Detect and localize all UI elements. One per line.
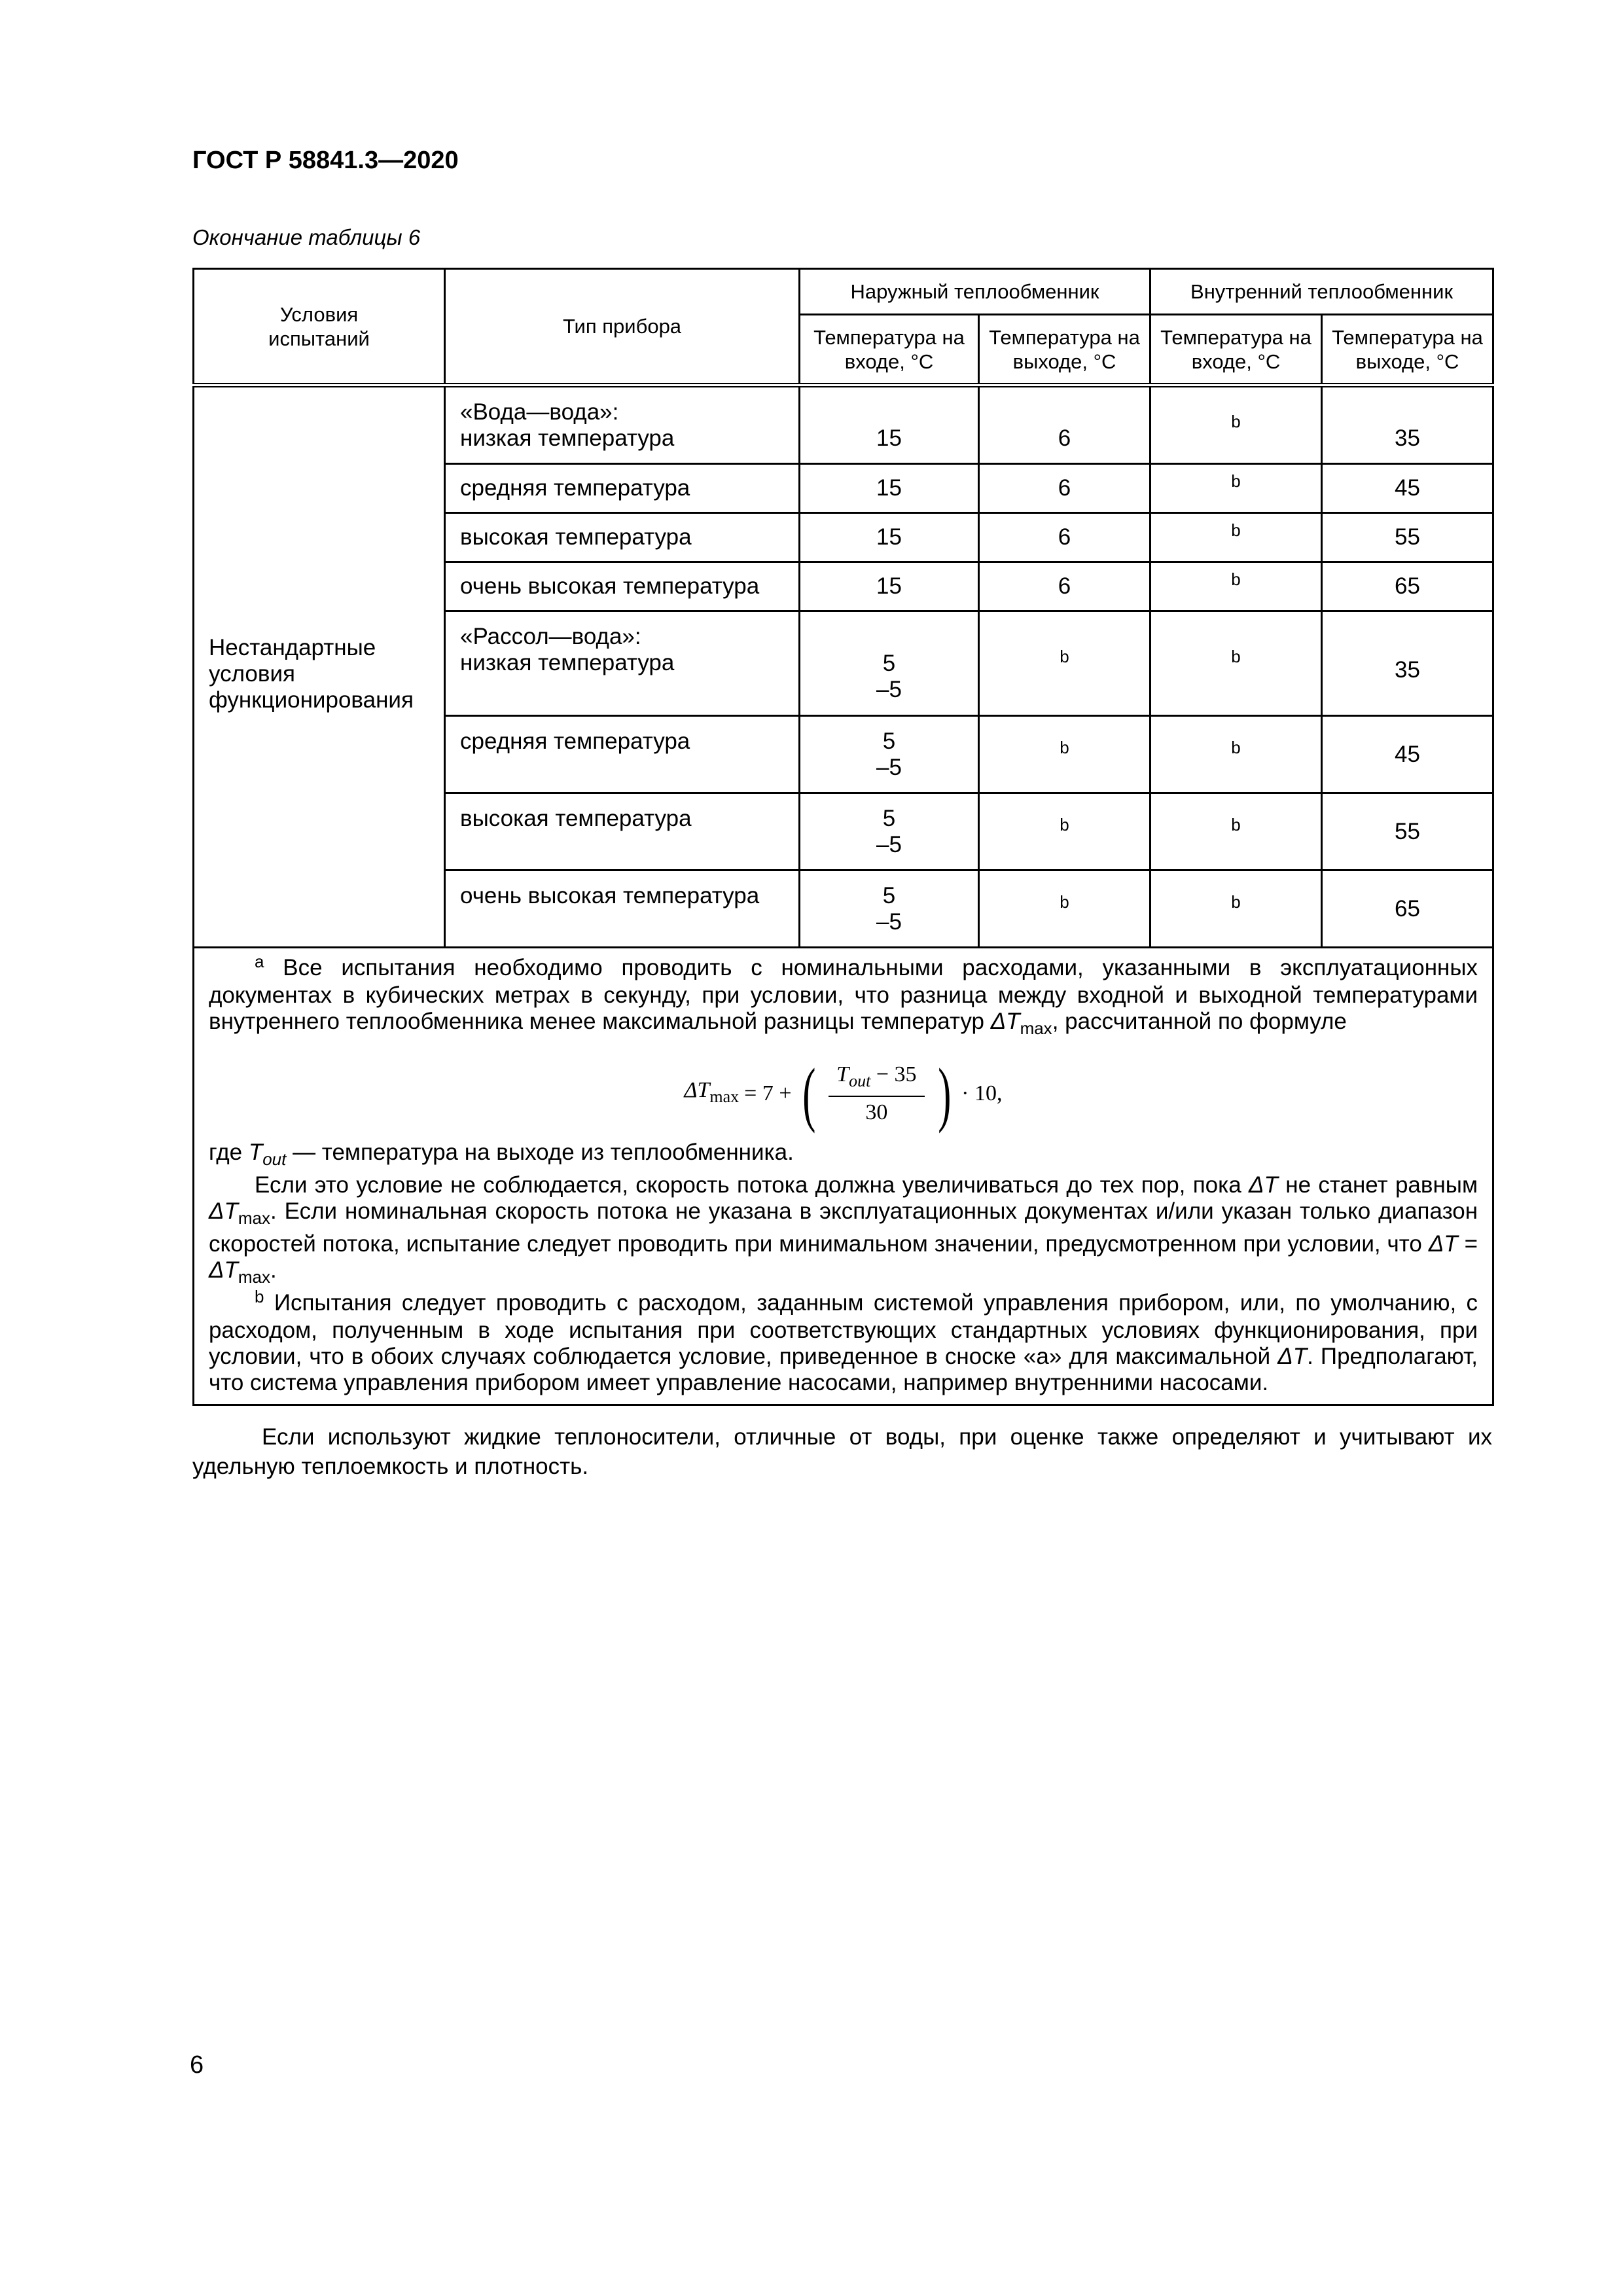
where-sub: out [262,1149,287,1169]
cell-outer-in: 15 [800,464,979,513]
footnote-b-text: . Предполагают, что система управления прибором имеет управление насосами, например внутренними насосами. [209,1344,1478,1395]
header-inner-temp-in: Температура на входе, °С [1150,315,1322,386]
table-row [194,386,1493,464]
footnote-b-ref: b [1060,814,1069,834]
formula-numerator-sub: out [849,1071,871,1090]
table-caption: Окончание таблицы 6 [192,225,421,249]
cell-outer-in-value: –5 [876,676,902,702]
cell-outer-out: 6 [979,464,1150,513]
cell-inner-out: 45 [1322,716,1493,793]
footnote-b-ref: b [1060,737,1069,757]
footnote-b-marker: b [255,1287,264,1306]
formula-denominator: 30 [865,1100,888,1124]
left-paren: ( [802,1054,815,1134]
condition-note [209,1172,1478,1290]
cell-inner-out: 35 [1322,611,1493,716]
right-paren: ) [937,1054,951,1134]
cell-outer-in-value: 5 [882,882,896,908]
cell-inner-out: 65 [1322,870,1493,948]
cell-outer-in-value: –5 [876,754,902,780]
condition-text: не станет равным [1277,1172,1478,1198]
cell-inner-out: 45 [1322,464,1493,513]
page-number: 6 [190,2051,204,2079]
cell-outer-in-value: 5 [882,728,896,754]
cell-inner-out: 65 [1322,562,1493,611]
data-table [192,268,1494,1406]
cell-outer-out: 6 [979,562,1150,611]
table-notes [194,948,1493,1405]
where-var: T [248,1139,263,1165]
delta-t-subscript: max [238,1208,270,1228]
condition-text: . [270,1257,277,1283]
header-outer-temp-out: Температура на выходе, °С [979,315,1150,386]
device-type-label: высокая температура [445,513,800,562]
condition-text: Если это условие не соблюдается, скорость потока должна увеличиваться до тех пор, пока [255,1172,1249,1198]
cell-inner-out: 35 [1322,386,1493,464]
header-outer-temp-in: Температура на входе, °С [800,315,979,386]
header-inner-temp-out: Температура на выходе, °С [1322,315,1493,386]
where-text: где [209,1139,249,1165]
cell-outer-in: 15 [800,386,979,464]
cell-outer-in-value: 5 [882,805,896,831]
footnote-b-ref: b [1231,569,1241,589]
footnote-a-text: Все испытания необходимо проводить с номинальными расходами, указанными в эксплуатационных документах в кубических метрах в секунду, при условии, что разница между входной и выходной температурами внутреннего теплообменника менее максимальной разницы температур [209,955,1478,1034]
header-conditions: Условия испытаний [194,269,445,386]
cell-outer-in-value: 5 [882,650,896,676]
device-type-label: средняя температура [445,464,800,513]
footnote-a-text: , рассчитанной по формуле [1052,1009,1347,1034]
device-type-label: низкая температура [460,425,675,451]
formula-equals: = 7 + [744,1081,792,1105]
device-type-label: очень высокая температура [445,870,800,948]
cell-outer-out: 6 [979,386,1150,464]
header-inner-exchanger: Внутренний теплообменник [1150,269,1493,315]
formula-tail: · 10, [961,1081,1003,1105]
device-type-label: очень высокая температура [445,562,800,611]
condition-label: Нестандартные условия функционирования [194,386,445,948]
header-outer-exchanger: Наружный теплообменник [800,269,1150,315]
table-notes-row [194,948,1493,1405]
where-text: — температура на выходе из теплообменника. [286,1139,794,1165]
footnote-b-ref: b [1060,891,1069,912]
footnote-b-text: Испытания следует проводить с расходом, заданным системой управления прибором, или, по умолчанию, с расходом, полученным в ходе испытания при соответствующих стандартных условиях функционирования, при условии, что в обоих случаях соблюдается условие, приведенное в сноске «а» для максимальной [209,1290,1478,1369]
footnote-b-ref: b [1060,646,1069,666]
closing-paragraph [192,1422,1492,1481]
cell-outer-in-value: –5 [876,831,902,857]
formula-lhs: ΔT [684,1078,710,1103]
document-header: ГОСТ Р 58841.3—2020 [192,147,459,174]
formula-fraction [829,1062,924,1126]
cell-inner-out: 55 [1322,513,1493,562]
closing-paragraph-text: Если используют жидкие теплоносители, отличные от воды, при оценке также определяют и учитывают их удельную теплоемкость и плотность. [192,1424,1492,1479]
footnote-b [209,1287,1478,1396]
footnote-b-ref: b [1231,891,1241,912]
condition-text: = [1457,1231,1478,1257]
footnote-a-marker: а [255,952,264,971]
condition-text: . Если номинальная скорость потока не указана в эксплуатационных документах и/или указан только диапазон скоростей потока, испытание следует проводить при минимальном значении, предусмотренном при условии, что [209,1198,1478,1257]
cell-outer-in: 15 [800,562,979,611]
delta-t-subscript: max [1020,1018,1052,1038]
delta-t-symbol: ΔT [1277,1344,1308,1369]
cell-inner-out: 55 [1322,793,1493,870]
footnote-a [209,952,1478,1041]
device-type-label: высокая температура [445,793,800,870]
device-type-label: средняя температура [445,716,800,793]
footnote-b-ref: b [1231,646,1241,666]
header-device-type: Тип прибора [445,269,800,386]
cell-outer-in: 15 [800,513,979,562]
formula [209,1054,1478,1134]
device-type-label: низкая температура [460,650,675,675]
footnote-b-ref: b [1231,520,1241,540]
group-title-water: «Вода—вода»: [460,399,619,425]
delta-t-symbol: ΔT [1249,1172,1278,1198]
cell-outer-in-value: –5 [876,908,902,935]
footnote-b-ref: b [1231,737,1241,757]
delta-t-symbol: ΔT [209,1257,238,1283]
formula-lhs-subscript: max [709,1086,740,1106]
footnote-b-ref: b [1231,471,1241,491]
delta-t-symbol: ΔT [990,1009,1020,1034]
where-clause [209,1139,1478,1172]
delta-t-symbol: ΔT [1428,1231,1458,1257]
cell-outer-out: 6 [979,513,1150,562]
group-title-brine: «Рассол—вода»: [460,624,641,649]
footnote-b-ref: b [1231,411,1241,431]
formula-numerator-var: T [836,1062,849,1087]
footnote-b-ref: b [1231,814,1241,834]
delta-t-subscript: max [238,1267,270,1287]
delta-t-symbol: ΔT [209,1198,238,1224]
formula-numerator-rest: − 35 [876,1062,917,1087]
